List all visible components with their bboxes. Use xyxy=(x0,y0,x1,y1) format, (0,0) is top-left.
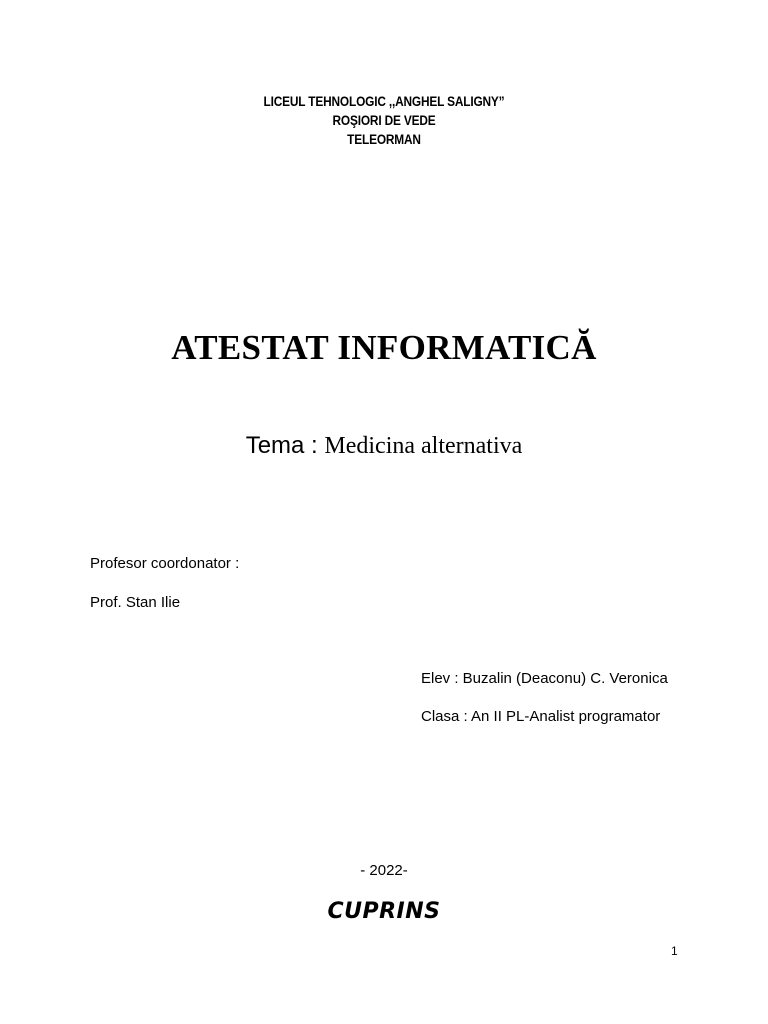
school-city: ROŞIORI DE VEDE xyxy=(332,113,436,128)
topic-label: Tema : xyxy=(245,432,325,459)
page-number: 1 xyxy=(671,944,678,958)
school-county: TELEORMAN xyxy=(347,132,421,147)
contents-heading: CUPRINS xyxy=(327,899,441,924)
student-class: Clasa : An II PL-Analist programator xyxy=(421,708,661,725)
coordinator-label: Profesor coordonator : xyxy=(90,555,240,572)
topic-value: Medicina alternativa xyxy=(324,433,523,459)
student-name: Elev : Buzalin (Deaconu) C. Veronica xyxy=(421,670,668,687)
year: - 2022- xyxy=(360,862,408,879)
document-title: ATESTAT INFORMATICĂ xyxy=(171,328,597,367)
coordinator-name: Prof. Stan Ilie xyxy=(90,594,181,611)
topic-line xyxy=(0,432,768,460)
school-name: LICEUL TEHNOLOGIC ,,ANGHEL SALIGNY” xyxy=(263,94,505,109)
